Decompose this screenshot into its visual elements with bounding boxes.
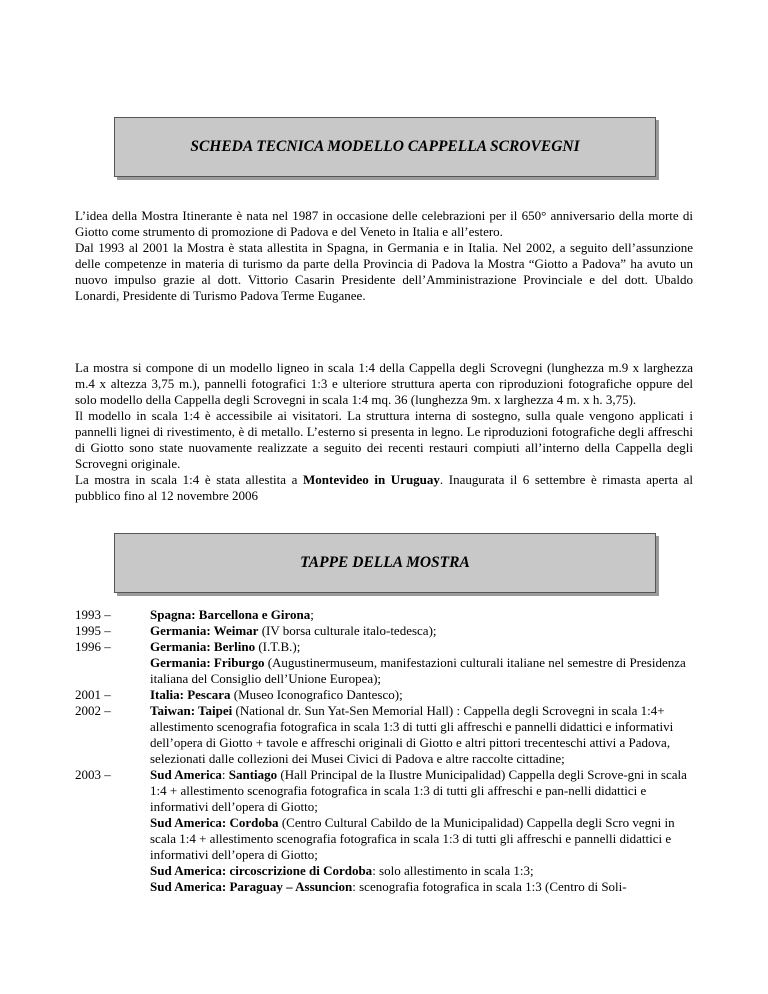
tappa-place: Germania: Berlino — [150, 639, 256, 654]
tappa-year: 1995 – — [75, 623, 111, 638]
paragraph-text: L’idea della Mostra Itinerante è nata nel 1987 in occasione delle celebrazioni per il 650° anniversario della morte di Giotto come strumento di promozione di Padova e del Veneto in Italia e all’estero. — [75, 208, 693, 239]
intro-2-line — [75, 408, 693, 472]
tappa-text: ; — [310, 607, 314, 622]
tappa-place: Santiago — [228, 767, 278, 782]
tappa-description — [150, 655, 697, 687]
tappa-text: (Augustinermuseum, manifestazioni culturali italiane nel semestre di Presidenza italiana del Consiglio dell’Unione Europea); — [150, 655, 686, 686]
page-title: SCHEDA TECNICA MODELLO CAPPELLA SCROVEGNI — [190, 138, 580, 155]
tappa-description — [150, 623, 697, 639]
tappa-description — [150, 879, 697, 895]
tappa-text: : scenografia fotografica in scala 1:3 (Centro di Soli- — [352, 879, 627, 894]
tappa-place: Sud America — [150, 767, 222, 782]
tappa-entry — [75, 687, 697, 703]
tappa-place: Sud America: circoscrizione di Cordoba — [150, 863, 373, 878]
tappa-place: Germania: Friburgo — [150, 655, 265, 670]
tappa-place: Germania: Weimar — [150, 623, 259, 638]
section-title: TAPPE DELLA MOSTRA — [300, 554, 470, 571]
tappa-entry — [75, 703, 697, 767]
tappa-text: (National dr. Sun Yat-Sen Memorial Hall) : Cappella degli Scrovegni in scala 1:4+ allestimento scenografia fotografica in scala 1:3 di tutti gli affreschi e pannelli didattici e informativi dell’opera di Giotto + tavole e affreschi originali di Giotto e altri pittori trecenteschi attivi a Padova, selezionati dalle collezioni dei Musei Civici di Padova e altre raccolte cittadine; — [150, 703, 674, 766]
tappa-year: 2003 – — [75, 767, 111, 782]
intro-1-line — [75, 240, 693, 304]
tappa-year: 2002 – — [75, 703, 111, 718]
tappa-entry — [75, 815, 697, 863]
tappa-entry — [75, 639, 697, 655]
intro-2-line — [75, 360, 693, 408]
title-banner — [114, 117, 656, 177]
intro-paragraph-2 — [75, 360, 693, 504]
paragraph-text: Il modello in scala 1:4 è accessibile ai visitatori. La struttura interna di sostegno, sulla quale vengono applicati i pannelli lignei di rivestimento, è di metallo. L’esterno si presenta in legno. Le riproduzioni fotografiche degli affreschi di Giotto sono state nuovamente realizzate a seguito dei recenti restauri compiuti all’interno della Cappella degli Scrovegni originale. — [75, 408, 693, 471]
tappa-text: (Hall Principal de la Ilustre Municipalidad) Cappella degli Scrove-gni in scala 1:4 + allestimento scenografia fotografica in scala 1:3 di tutti gli affreschi e pan-nelli didattici e informativi dell’opera di Giotto; — [150, 767, 687, 814]
section-banner — [114, 533, 656, 593]
tappa-entry — [75, 879, 697, 895]
tappa-description — [150, 863, 697, 879]
tappa-entry — [75, 767, 697, 815]
tappa-text: : — [221, 767, 229, 782]
tappa-description — [150, 767, 697, 815]
tappa-entry — [75, 863, 697, 879]
tappa-year: 1996 – — [75, 639, 111, 654]
tappa-entry — [75, 623, 697, 639]
tappe-list — [75, 607, 697, 895]
tappa-year — [75, 863, 150, 879]
tappa-description — [150, 607, 697, 623]
intro-2-line — [75, 472, 693, 504]
tappa-place: Spagna: Barcellona e Girona — [150, 607, 311, 622]
tappa-year — [75, 879, 150, 895]
tappa-text: (Museo Iconografico Dantesco); — [230, 687, 403, 702]
tappa-text: : solo allestimento in scala 1:3; — [372, 863, 534, 878]
paragraph-text: Dal 1993 al 2001 la Mostra è stata allestita in Spagna, in Germania e in Italia. Nel 2002, a seguito dell’assunzione delle competenze in materia di turismo da parte della Provincia di Padova la Mostra “Giotto a Padova” ha avuto un nuovo impulso grazie al dott. Vittorio Casarin Presidente dell’Amministrazione Provinciale e del dott. Ubaldo Lonardi, Presidente di Turismo Padova Terme Euganee. — [75, 240, 693, 303]
paragraph-bold-text: Montevideo in Uruguay — [303, 472, 440, 487]
tappa-description — [150, 687, 697, 703]
tappa-year: 1993 – — [75, 607, 111, 622]
tappa-description — [150, 703, 697, 767]
tappa-place: Sud America: Paraguay – Assuncion — [150, 879, 353, 894]
paragraph-text: . Inaugurata il 6 settembre è rimasta aperta al pubblico fino al 12 novembre 2006 — [75, 472, 694, 503]
tappa-place: Sud America: Cordoba — [150, 815, 279, 830]
tappa-description — [150, 639, 697, 655]
tappa-text: (Centro Cultural Cabildo de la Municipalidad) Cappella degli Scro vegni in scala 1:4 + allestimento scenografia fotografica in scala 1:3 di tutti gli affreschi e pannelli didattici e informativi dell’opera di Giotto; — [150, 815, 675, 862]
tappa-text: (IV borsa culturale italo-tedesca); — [258, 623, 437, 638]
tappa-place: Taiwan: Taipei — [150, 703, 233, 718]
tappa-entry — [75, 655, 697, 687]
intro-paragraph-1 — [75, 208, 693, 304]
tappa-place: Italia: Pescara — [150, 687, 231, 702]
tappa-year: 2001 – — [75, 687, 111, 702]
tappa-description — [150, 815, 697, 863]
tappa-year — [75, 655, 150, 687]
paragraph-text: La mostra si compone di un modello ligneo in scala 1:4 della Cappella degli Scrovegni (lunghezza m.9 x larghezza m.4 x altezza 3,75 m.), pannelli fotografici 1:3 e ulteriore struttura aperta con riproduzioni fotografiche oppure del solo modello della Cappella degli Scrovegni in scala 1:4 mq. 36 (lunghezza 9m. x larghezza 4 m. x h. 3,75). — [75, 360, 693, 407]
paragraph-text: La mostra in scala 1:4 è stata allestita a — [75, 472, 304, 487]
tappa-text: (I.T.B.); — [255, 639, 301, 654]
tappa-year — [75, 815, 150, 863]
intro-1-line — [75, 208, 693, 240]
tappa-entry — [75, 607, 697, 623]
